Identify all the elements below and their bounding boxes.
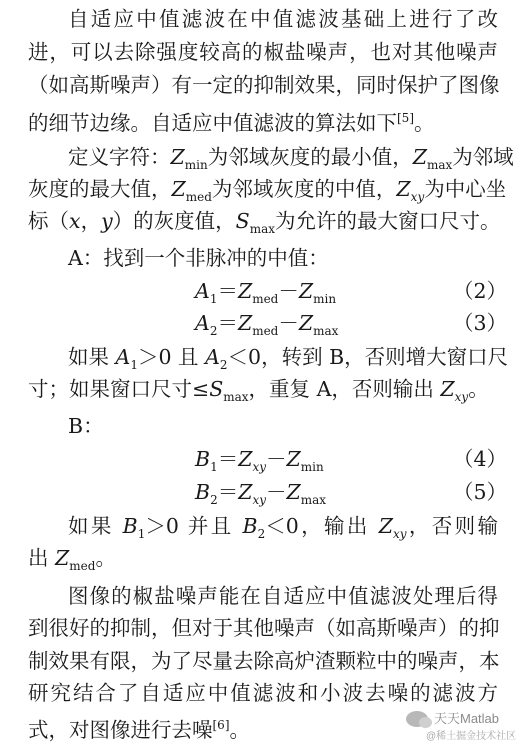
symbol: B (122, 514, 138, 538)
subscript: med (252, 324, 279, 339)
subscript: 1 (137, 527, 146, 542)
text: 如果 (68, 514, 114, 538)
text: B： (68, 414, 104, 438)
text: 定义字符： (68, 145, 171, 169)
text: 式，对图像进行去噪 (28, 718, 213, 742)
subscript: 2 (209, 324, 218, 339)
operator: ＝ (217, 311, 238, 335)
operator: － (266, 447, 287, 471)
equation-number: （4） (453, 447, 508, 471)
equation-2 (0, 276, 521, 306)
watermark (404, 708, 516, 742)
symbol: Z (55, 546, 70, 570)
text: 。 (468, 377, 489, 401)
symbol: Z (286, 480, 301, 504)
operator: ＝ (217, 279, 238, 303)
equation-5 (0, 477, 521, 507)
text: 到很好的抑制，但对于其他噪声（如高斯噪声）的抑 (28, 616, 500, 640)
symbol: x (69, 209, 81, 233)
text: ， (80, 209, 102, 233)
symbol: Z (298, 311, 314, 335)
text: 的细节边缘。自适应中值滤波的算法如下 (28, 111, 397, 135)
subscript: 2 (210, 493, 218, 508)
text: A：找到一个非脉冲的中值： (68, 246, 329, 270)
step-b-heading (68, 412, 498, 440)
text-line (68, 143, 514, 179)
text-line (28, 679, 498, 707)
text: 灰度的最大值， (28, 177, 172, 201)
equation-number: （3） (453, 311, 508, 335)
operator: － (278, 311, 299, 335)
text: （如高斯噪声）有一定的抑制效果，同时保护了图像 (28, 73, 500, 97)
text: ＜0，转到 B，否则增大窗口尺 (227, 345, 509, 369)
symbol: Z (396, 177, 411, 201)
operator: － (278, 279, 299, 303)
text-line (28, 38, 498, 66)
symbol: B (242, 514, 258, 538)
text: ）的灰度值， (112, 209, 236, 233)
watermark-title: 天天Matlab (434, 711, 500, 726)
subscript: 1 (210, 460, 218, 475)
text-line (68, 512, 498, 548)
text: 。 (229, 718, 250, 742)
wechat-icon (406, 711, 428, 727)
text: 出 (28, 546, 49, 570)
text-line (68, 582, 498, 610)
symbol: S (235, 209, 250, 233)
subscript: min (300, 460, 324, 475)
symbol: Z (237, 279, 253, 303)
text: ＞0 并且 (145, 514, 234, 538)
text: 标（ (28, 209, 69, 233)
text: 为邻域 (452, 145, 514, 169)
text: 制效果有限，为了尽量去除高炉渣颗粒中的噪声，本 (28, 649, 500, 673)
symbol: Z (170, 145, 185, 169)
symbol: Z (237, 311, 253, 335)
text: 进，可以去除强度较高的椒盐噪声，也对其他噪声 (28, 40, 498, 64)
subscript: med (252, 292, 279, 307)
subscript: 1 (209, 292, 218, 307)
subscript: 2 (257, 527, 266, 542)
symbol: Z (238, 480, 253, 504)
text: ，重复 A，否则输出 (248, 377, 434, 401)
subscript: 2 (219, 358, 228, 373)
subscript: min (313, 292, 337, 307)
text: 为邻域灰度的中值， (211, 177, 397, 201)
text: 自适应中值滤波在中值滤波基础上进行了改 (68, 7, 498, 31)
text: ＜0，输出 (265, 514, 370, 538)
equation-body (195, 477, 326, 515)
subscript: med (185, 190, 212, 205)
equation-body (195, 308, 338, 346)
equation-number: （2） (453, 279, 508, 303)
step-a-heading (68, 244, 498, 272)
text: 图像的椒盐噪声能在自适应中值滤波处理后得 (68, 584, 498, 608)
symbol: Z (412, 145, 427, 169)
subscript: xy (454, 390, 469, 405)
text: 寸；如果窗口尺寸≤ (28, 377, 210, 401)
text: 研究结合了自适应中值滤波和小波去噪的滤波方 (28, 681, 498, 705)
operator: ＝ (217, 480, 239, 504)
text-line (28, 647, 498, 675)
symbol: Z (440, 377, 455, 401)
text-line (28, 104, 498, 137)
equation-number: （5） (453, 480, 508, 504)
subscript: max (313, 324, 339, 339)
text-line (28, 375, 498, 411)
symbol: B (195, 447, 211, 471)
subscript: xy (392, 527, 407, 542)
text: 。 (95, 546, 116, 570)
subscript: xy (252, 460, 267, 475)
text: ，否则输 (406, 514, 498, 538)
equation-3 (0, 308, 521, 338)
symbol: A (115, 345, 131, 369)
symbol: A (205, 345, 220, 369)
text: 。 (414, 111, 435, 135)
text: 为中心坐 (424, 177, 507, 201)
symbol: Z (298, 279, 314, 303)
subscript: max (223, 390, 249, 405)
operator: － (266, 480, 287, 504)
subscript: max (426, 158, 453, 173)
equation-4 (0, 444, 521, 474)
citation: [5] (397, 111, 414, 125)
text: ＞0 且 (137, 345, 199, 369)
symbol: Z (171, 177, 186, 201)
subscript: xy (252, 493, 267, 508)
text-line (68, 343, 509, 379)
symbol: B (195, 480, 211, 504)
text-line (28, 614, 498, 642)
subscript: xy (410, 190, 425, 205)
subscript: max (249, 222, 276, 237)
text: 为允许的最大窗口尺寸。 (275, 209, 501, 233)
symbol: Z (378, 514, 393, 538)
text: 如果 (68, 345, 109, 369)
symbol: A (195, 311, 210, 335)
text-line (28, 175, 507, 211)
text-line (28, 71, 498, 99)
subscript: max (300, 493, 327, 508)
subscript: 1 (130, 358, 138, 373)
symbol: y (101, 209, 113, 233)
symbol: Z (238, 447, 253, 471)
watermark-subtitle: @稀土掘金技术社区 (426, 731, 517, 742)
symbol: Z (286, 447, 301, 471)
subscript: med (69, 559, 96, 574)
text: 为邻域灰度的最小值， (207, 145, 413, 169)
symbol: S (209, 377, 224, 401)
text-line (28, 207, 501, 243)
citation: [6] (212, 718, 230, 732)
symbol: A (195, 279, 210, 303)
subscript: min (184, 158, 208, 173)
text-line (28, 544, 498, 580)
text-line (68, 5, 498, 33)
operator: ＝ (217, 447, 239, 471)
